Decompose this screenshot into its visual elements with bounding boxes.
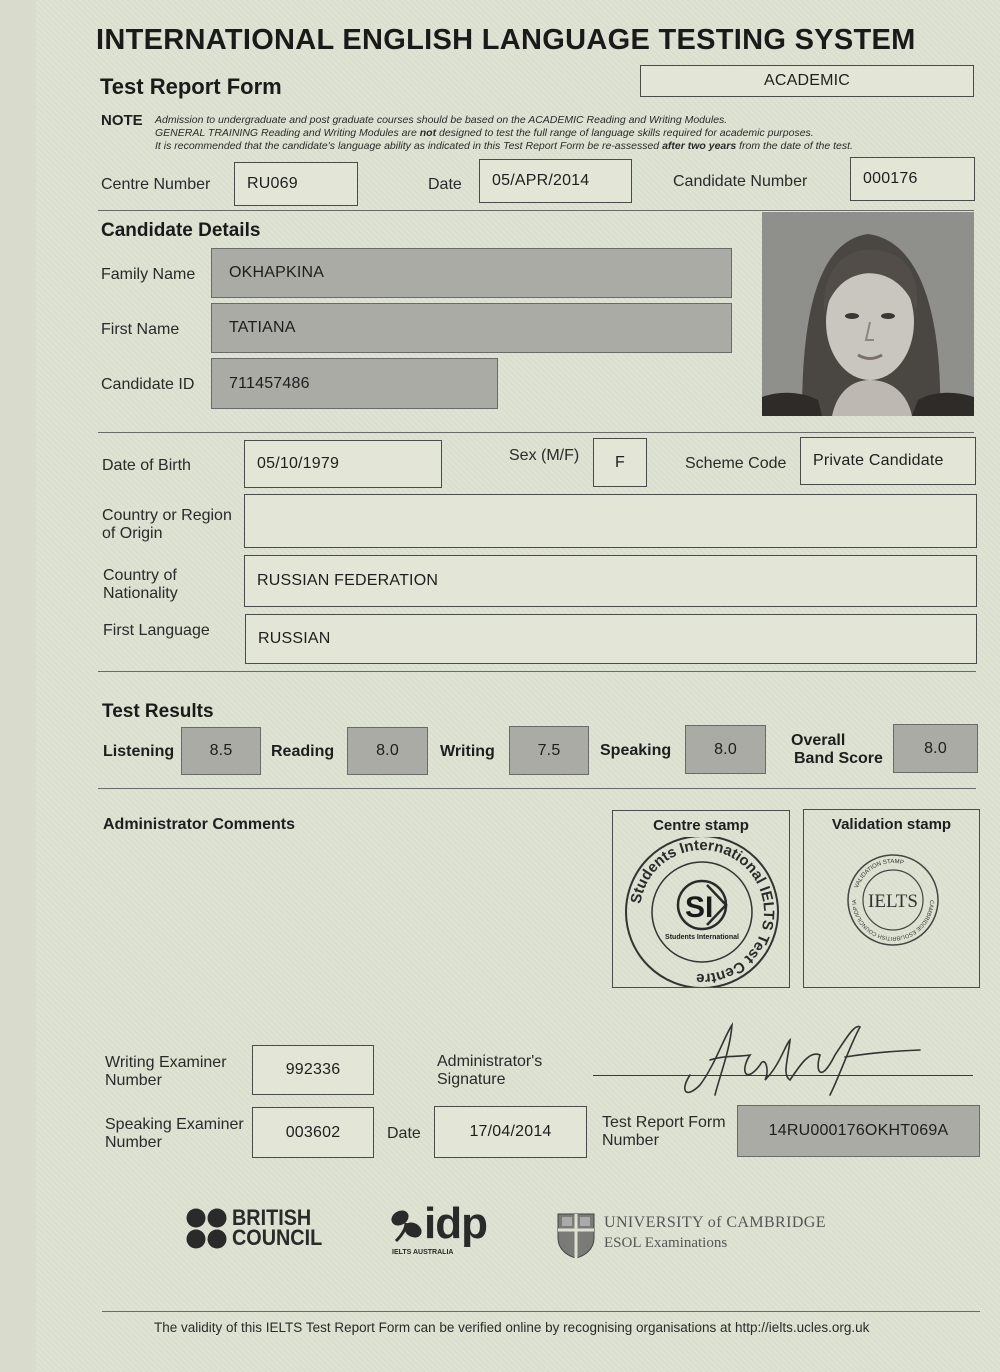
speaking-score-value: 8.0 <box>714 740 737 758</box>
note-line-1: Admission to undergraduate and post graduate courses should be based on the ACADEMIC Reading and Writing Modules. <box>155 114 728 126</box>
candidate-details-heading: Candidate Details <box>101 220 261 241</box>
module-value: ACADEMIC <box>763 72 851 89</box>
speaking-score <box>685 725 766 774</box>
origin-label: Country or Region of Origin <box>102 507 232 542</box>
speaking-label: Speaking <box>600 742 672 759</box>
writing-examiner-field <box>252 1045 374 1095</box>
speaking-examiner-value: 003602 <box>285 1123 341 1141</box>
scheme-code-label: Scheme Code <box>685 455 787 472</box>
form-subtitle: Test Report Form <box>100 74 282 99</box>
first-language-field <box>245 614 977 664</box>
validation-stamp-label: Validation stamp <box>831 816 952 833</box>
speaking-examiner-field <box>252 1107 374 1158</box>
first-name-value: TATIANA <box>229 319 296 336</box>
issue-date-label: Date <box>387 1125 421 1142</box>
british-council-dots-icon <box>186 1208 228 1250</box>
cambridge-text-1: UNIVERSITY of CAMBRIDGE <box>604 1214 826 1231</box>
centre-stamp-logo: SI <box>685 891 714 924</box>
centre-stamp-small-text: Students International <box>665 934 739 941</box>
centre-stamp-seal <box>623 837 781 987</box>
validation-stamp-ielts: IELTS <box>868 891 918 912</box>
british-council-logo <box>186 1205 326 1252</box>
note-line-3: It is recommended that the candidate's language ability as indicated in this Test Report Form be re-assessed after two years from the date of the test. <box>155 140 853 152</box>
module-field <box>640 65 974 97</box>
reading-score-value: 8.0 <box>376 742 399 759</box>
candidate-number-label: Candidate Number <box>673 173 808 190</box>
writing-score <box>509 726 589 775</box>
overall-band-label: Overall Band Score <box>791 732 883 767</box>
centre-stamp-ring-text: Students International IELTS Test Centre <box>627 837 778 987</box>
dob-label: Date of Birth <box>102 457 191 474</box>
speaking-examiner-label: Speaking Examiner Number <box>105 1116 244 1151</box>
candidate-number-field <box>850 157 975 201</box>
first-language-value: RUSSIAN <box>258 630 331 647</box>
overall-band-score <box>893 724 978 773</box>
writing-examiner-label: Writing Examiner Number <box>105 1054 227 1089</box>
origin-field <box>244 494 977 548</box>
listening-label: Listening <box>103 743 175 760</box>
validation-stamp-seal <box>847 854 939 946</box>
validation-ring-text: VALIDATION STAMP <box>854 858 905 890</box>
divider <box>98 671 976 672</box>
listening-score-value: 8.5 <box>209 742 233 759</box>
idp-text: idp <box>424 1199 487 1248</box>
candidate-photo <box>762 212 974 416</box>
centre-stamp-box <box>612 810 790 988</box>
trf-number-field <box>737 1105 980 1157</box>
idp-leaf-icon <box>388 1207 424 1245</box>
cambridge-text-2: ESOL Examinations <box>604 1235 728 1251</box>
note-label: NOTE <box>101 112 143 129</box>
divider <box>98 788 976 789</box>
sex-value: F <box>615 453 625 471</box>
validation-ring-bottom-text: CAMBRIDGE ESOL/BRITISH COUNCIL/IDP IA <box>851 899 935 942</box>
centre-number-value: RU069 <box>247 175 298 192</box>
writing-score-value: 7.5 <box>537 741 561 759</box>
family-name-label: Family Name <box>101 266 196 283</box>
candidate-photo-image <box>762 212 974 416</box>
reading-label: Reading <box>271 743 335 760</box>
british-council-text-2: COUNCIL <box>232 1225 323 1250</box>
idp-subtext: IELTS AUSTRALIA <box>392 1249 454 1256</box>
overall-band-value: 8.0 <box>924 739 947 757</box>
first-name-field <box>211 303 732 353</box>
note-line-2: GENERAL TRAINING Reading and Writing Modules are not designed to test the full range of language skills required for academic purposes. <box>155 127 814 139</box>
family-name-field <box>211 248 732 298</box>
divider <box>102 1311 980 1312</box>
administrator-signature <box>670 1015 930 1100</box>
trf-number-value: 14RU000176OKHT069A <box>768 1122 949 1139</box>
date-label: Date <box>428 176 462 193</box>
cambridge-logo <box>556 1212 846 1260</box>
first-name-label: First Name <box>101 321 180 338</box>
test-date-field <box>479 159 632 203</box>
divider <box>98 210 974 211</box>
scheme-code-value: Private Candidate <box>813 452 944 469</box>
test-date-value: 05/APR/2014 <box>492 172 590 189</box>
scheme-code-field <box>800 437 976 485</box>
nationality-label: Country of Nationality <box>103 567 178 602</box>
verification-footer: The validity of this IELTS Test Report Form can be verified online by recognising organisations at http://ielts.ucles.org.uk <box>154 1320 870 1335</box>
administrator-comments-label: Administrator Comments <box>103 816 296 833</box>
sex-field <box>593 438 647 487</box>
cambridge-shield-icon <box>556 1212 596 1258</box>
dob-value: 05/10/1979 <box>257 455 340 472</box>
writing-examiner-value: 992336 <box>285 1061 341 1078</box>
nationality-value: RUSSIAN FEDERATION <box>257 572 439 589</box>
reading-score <box>347 727 428 775</box>
idp-logo <box>388 1199 498 1261</box>
centre-stamp-label: Centre stamp <box>653 817 749 834</box>
issue-date-field <box>434 1106 587 1158</box>
first-language-label: First Language <box>103 622 210 639</box>
issue-date-value: 17/04/2014 <box>469 1123 552 1140</box>
candidate-id-value: 711457486 <box>229 374 310 392</box>
validation-stamp-box <box>803 809 980 988</box>
nationality-field <box>244 555 977 607</box>
svg-text:VALIDATION STAMP <box>854 859 904 889</box>
dob-field <box>244 440 442 488</box>
writing-label: Writing <box>440 743 495 760</box>
centre-number-field <box>234 162 358 206</box>
centre-number-label: Centre Number <box>101 176 211 193</box>
listening-score <box>181 727 261 775</box>
sex-label: Sex (M/F) <box>509 447 580 464</box>
candidate-id-field <box>211 358 498 409</box>
family-name-value: OKHAPKINA <box>229 264 325 281</box>
trf-number-label: Test Report Form Number <box>602 1114 726 1149</box>
test-report-form-page <box>36 0 1000 1372</box>
test-results-heading: Test Results <box>102 701 214 722</box>
british-council-text-1: BRITISH <box>232 1205 312 1230</box>
form-title: INTERNATIONAL ENGLISH LANGUAGE TESTING SYSTEM <box>96 24 916 56</box>
candidate-id-label: Candidate ID <box>101 376 195 393</box>
divider <box>98 432 974 433</box>
administrator-signature-label: Administrator's Signature <box>437 1053 543 1088</box>
candidate-number-value: 000176 <box>863 170 918 187</box>
